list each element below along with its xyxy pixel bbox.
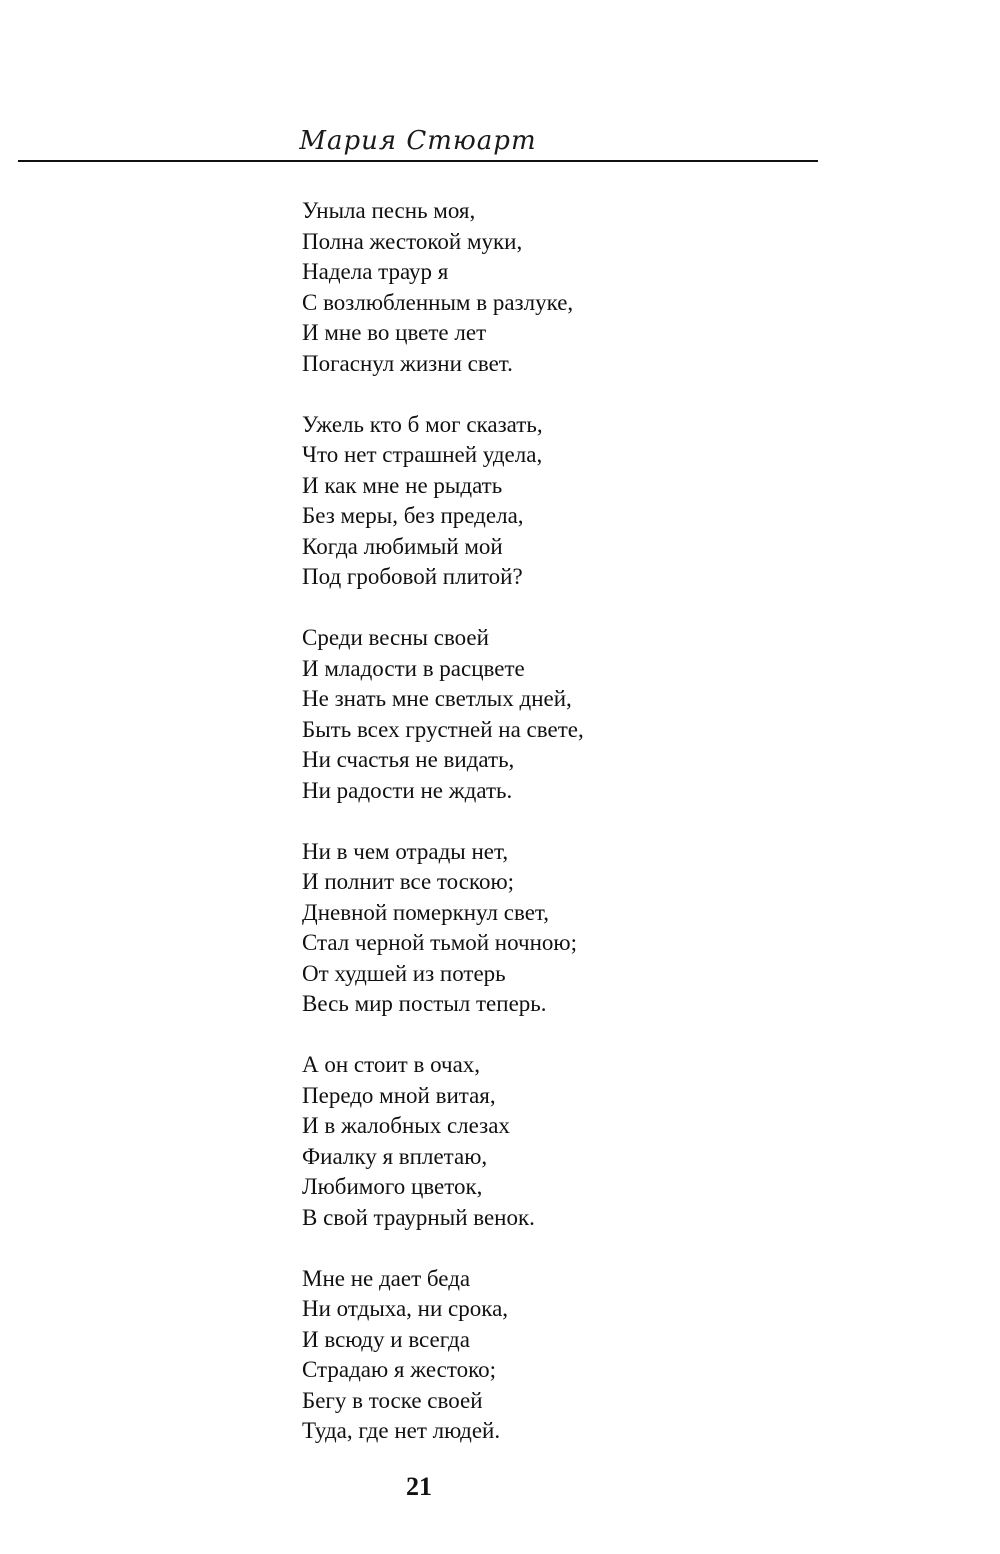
poem-line: Полна жестокой муки, (302, 228, 523, 254)
page-number: 21 (406, 1472, 432, 1501)
poem-line: Не знать мне светлых дней, (302, 686, 572, 711)
poem-line: Стал черной тьмой ночною; (302, 930, 577, 955)
poem-line: Ни отдыха, ни срока, (302, 1296, 509, 1321)
poem-line: Страдаю я жестоко; (302, 1357, 496, 1382)
poem-line: Туда, где нет людей. (302, 1418, 501, 1443)
poem-line: А он стоит в очах, (302, 1052, 481, 1077)
poem-line: Бегу в тоске своей (302, 1387, 483, 1413)
poem-line: И всюду и всегда (302, 1326, 470, 1352)
running-head (18, 122, 818, 162)
poem-line: Передо мной витая, (302, 1082, 496, 1108)
running-head-rule (18, 160, 818, 162)
stanza-1 (302, 196, 822, 379)
poem-line: Ужель кто б мог сказать, (302, 411, 543, 437)
poem-line: Без меры, без предела, (302, 503, 524, 528)
poem-line: Ни счастья не видать, (302, 747, 515, 772)
poem-line: И как мне не рыдать (302, 472, 503, 498)
stanza-2 (302, 410, 822, 593)
poem-line: С возлюбленным в разлуке, (302, 289, 574, 315)
stanza-5 (302, 1050, 822, 1233)
poem-line: И полнит все тоскою; (302, 869, 515, 894)
poem-line: И мне во цвете лет (302, 320, 487, 345)
poem-line: Быть всех грустней на свете, (302, 716, 584, 742)
poem-line: Надела траур я (302, 259, 449, 284)
poem-line: Весь мир постыл теперь. (302, 991, 547, 1016)
poem-line: Что нет страшней удела, (302, 442, 543, 467)
running-head-title: Мария Стюарт (299, 126, 537, 156)
stanza-6 (302, 1264, 822, 1447)
poem-line: От худшей из потерь (302, 960, 506, 986)
poem-line: Погаснул жизни свет. (302, 350, 513, 376)
poem-line: Мне не дает беда (302, 1265, 471, 1291)
poem (302, 196, 822, 1447)
stanza-3 (302, 623, 822, 806)
poem-line: Ни в чем отрады нет, (302, 838, 509, 864)
poem-line: Ни радости не ждать. (302, 777, 513, 803)
poem-line: Фиалку я вплетаю, (302, 1143, 488, 1169)
poem-line: И в жалобных слезах (302, 1113, 510, 1138)
poem-line: В свой траурный венок. (302, 1204, 535, 1230)
poem-line: Уныла песнь моя, (302, 198, 476, 223)
poem-line: Дневной померкнул свет, (302, 899, 549, 925)
poem-line: Среди весны своей (302, 625, 489, 650)
poem-line: Когда любимый мой (302, 533, 503, 559)
poem-line: Любимого цветок, (302, 1174, 483, 1199)
poem-line: И младости в расцвете (302, 655, 525, 681)
stanza-4 (302, 837, 822, 1020)
poem-line: Под гробовой плитой? (302, 564, 523, 589)
